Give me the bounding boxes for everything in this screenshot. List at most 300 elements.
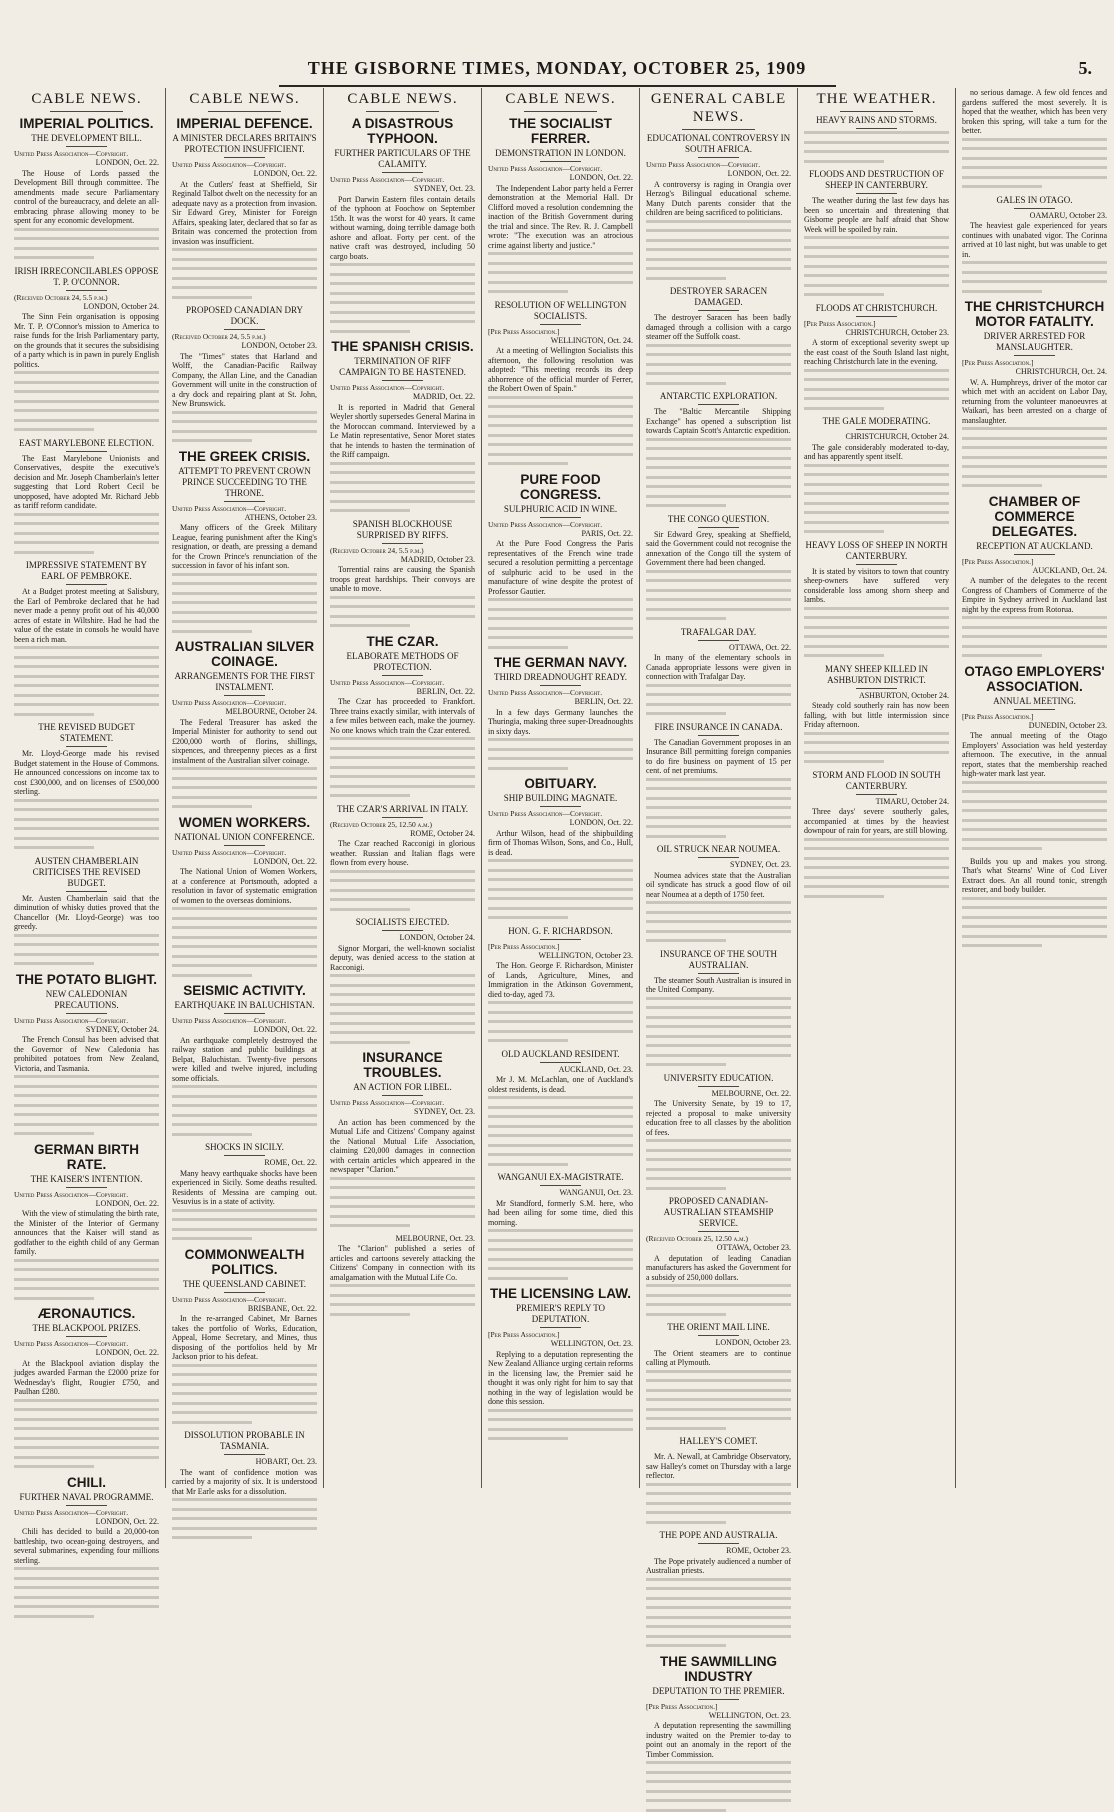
- article-subheading: THE CONGO QUESTION.: [667, 513, 770, 524]
- dateline: WELLINGTON, Oct. 23.: [708, 1710, 791, 1720]
- dateline: WELLINGTON, Oct. 24.: [550, 335, 633, 345]
- separator-dash: [382, 172, 423, 173]
- article-body: Sir Edward Grey, speaking at Sheffield, said the Government could not recognise the annexation of the Congo till the system of Government there had been changed.: [646, 529, 791, 567]
- column-heading: CABLE NEWS.: [505, 91, 616, 107]
- column-text-continuation: [172, 1364, 317, 1424]
- article-subheading: FURTHER PARTICULARS OF THE CALAMITY.: [334, 148, 471, 169]
- article-headline: WOMEN WORKERS.: [178, 814, 311, 830]
- article-body: The "Clarion" published a series of articles and cartoons severely attacking the Citizens' Company in connection with its amalgamation with the Mutual Life Co.: [330, 1244, 475, 1282]
- separator-dash: [540, 1185, 581, 1186]
- separator-dash: [540, 806, 581, 807]
- article-body: Mr. A. Newall, at Cambridge Observatory, saw Halley's comet on Thursday with a large reflector.: [646, 1452, 791, 1480]
- article-subheading: SHOCKS IN SICILY.: [205, 1142, 284, 1152]
- separator-dash: [540, 1327, 581, 1328]
- article-body: The steamer South Australian is insured in the United Company.: [646, 975, 791, 994]
- article: [646, 949, 791, 1067]
- newspaper-title: THE GISBORNE TIMES, MONDAY, OCTOBER 25, 1909: [307, 58, 807, 78]
- article-headline: INSURANCE TROUBLES.: [362, 1050, 443, 1080]
- article-body: A storm of exceptional severity swept up the east coast of the South Island last night, reaching Christchurch late in the evening.: [804, 338, 949, 366]
- article-body: An action has been commenced by the Mutual Life and Citizens' Company against the National Mutual Life Association, claiming £20,000 damages in connection with certain articles which appeared in the newspaper "Clarion.": [330, 1117, 475, 1174]
- dateline: LONDON, Oct. 22.: [569, 173, 633, 182]
- article-subheading: TERMINATION OF RIFF CAMPAIGN TO BE HASTENED.: [339, 356, 466, 377]
- article: [14, 1306, 159, 1468]
- press-credit: [Per Press Association.]: [488, 326, 560, 336]
- article-subheading: AN ACTION FOR LIBEL.: [353, 1082, 452, 1092]
- column-heading: CABLE NEWS.: [189, 91, 300, 107]
- column-divider: [165, 88, 166, 1488]
- separator-dash: [224, 329, 265, 330]
- separator-dash: [698, 1231, 739, 1232]
- article-body: The Canadian Government proposes in an Insurance Bill permitting foreign companies to do fire business on payment of 15 per cent. of net premiums.: [646, 737, 791, 775]
- article-headline: AUSTRALIAN SILVER COINAGE.: [174, 639, 315, 669]
- column-text-continuation: [172, 767, 317, 808]
- article-subheading: MANY SHEEP KILLED IN ASHBURTON DISTRICT.: [824, 663, 929, 685]
- column-text-continuation: [646, 1139, 791, 1190]
- article-subheading: ANNUAL MEETING.: [993, 695, 1076, 706]
- article-body: The Sinn Fein organisation is opposing Mr. T. P. O'Connor's mission to America to raise funds for the Irish Parliamentary party, on the grounds that it secures the subsidising of a party which is in pawn in purely English politics.: [14, 312, 159, 369]
- dateline: LONDON, Oct. 22.: [95, 1198, 159, 1208]
- dateline: LONDON, Oct. 22.: [569, 818, 633, 827]
- dateline: PARIS, Oct. 22.: [581, 528, 633, 538]
- article-subheading: DEPUTATION TO THE PREMIER.: [652, 1685, 785, 1696]
- article: [488, 1172, 633, 1280]
- article-subheading: RESOLUTION OF WELLINGTON SOCIALISTS.: [494, 299, 627, 321]
- column-text-continuation: [14, 1567, 159, 1618]
- article-headline: IMPERIAL POLITICS.: [19, 116, 154, 131]
- separator-dash: [66, 891, 107, 892]
- column-text-continuation: [646, 1370, 791, 1430]
- article-subheading: FURTHER NAVAL PROGRAMME.: [19, 1491, 154, 1502]
- separator-dash: [856, 316, 897, 317]
- separator-dash: [66, 1505, 107, 1506]
- column-text-continuation: [488, 859, 633, 919]
- press-credit: United Press Association—Copyright.: [330, 383, 445, 392]
- article: [172, 116, 317, 299]
- article-body: A number of the delegates to the recent Congress of Chambers of Commerce of the Empire in Sydney arrived in Auckland last night by the express from Rotorua.: [962, 576, 1107, 614]
- article: [330, 917, 475, 1044]
- article: [804, 770, 949, 898]
- press-credit: (Received October 25, 12.50 a.m.): [330, 819, 432, 829]
- article-body: The heaviest gale experienced for years continues with unabated vigor. The Corinna arrived at 10 last night, but was unable to get in.: [962, 221, 1107, 259]
- article-subheading: GALES IN OTAGO.: [996, 194, 1073, 205]
- press-credit: United Press Association—Copyright.: [14, 1507, 129, 1517]
- separator-dash: [66, 746, 107, 747]
- news-column: [962, 88, 1107, 1488]
- separator-dash: [66, 1336, 107, 1337]
- press-credit: [Per Press Association.]: [488, 941, 560, 951]
- separator-dash: [698, 404, 739, 405]
- column-text-continuation: [14, 646, 159, 716]
- press-credit: (Received October 25, 12.50 a.m.): [646, 1234, 748, 1243]
- press-credit: [Per Press Association.]: [646, 1701, 718, 1711]
- separator-dash: [224, 1155, 265, 1156]
- article: [172, 1247, 317, 1424]
- column-text-continuation: [330, 974, 475, 1044]
- article: [962, 299, 1107, 487]
- separator-dash: [540, 161, 581, 162]
- article-subheading: FLOODS AND DESTRUCTION OF SHEEP IN CANTERBURY.: [809, 169, 944, 190]
- article-body: At a meeting of Wellington Socialists this afternoon, the following resolution was adopted: "This meeting records its deep abhorrence of the official murder of Ferrer, the Robert Owen of Spain.": [488, 346, 633, 393]
- article: [14, 856, 159, 966]
- article: [962, 857, 1107, 948]
- article: [804, 303, 949, 410]
- separator-dash: [698, 1086, 739, 1087]
- article-subheading: ATTEMPT TO PREVENT CROWN PRINCE SUCCEEDING TO THE THRONE.: [178, 465, 311, 498]
- article-subheading: THE GALE MODERATING.: [822, 416, 931, 426]
- article: [804, 115, 949, 163]
- dateline: WELLINGTON, Oct. 23.: [550, 1339, 633, 1348]
- article-subheading: ELABORATE METHODS OF PROTECTION.: [346, 650, 459, 672]
- separator-dash: [698, 640, 739, 641]
- article: [962, 88, 1107, 188]
- separator-dash: [856, 794, 897, 795]
- separator-dash: [224, 695, 265, 696]
- heading-rule: [524, 111, 597, 112]
- article-subheading: FLOODS AT CHRISTCHURCH.: [815, 302, 938, 313]
- article: [488, 926, 633, 1043]
- column-text-continuation: [804, 131, 949, 163]
- article-body: Chili has decided to build a 20,000-ton battleship, two ocean-going destroyers, and several submarines, expending four millions sterling.: [14, 1527, 159, 1565]
- press-credit: United Press Association—Copyright.: [488, 519, 603, 529]
- article-headline: THE CHRISTCHURCH MOTOR FATALITY.: [964, 299, 1105, 329]
- dateline: LONDON, Oct. 22.: [95, 158, 159, 167]
- column-text-continuation: [488, 1229, 633, 1280]
- article: [330, 634, 475, 798]
- dateline: ASHBURTON, October 24.: [858, 690, 949, 700]
- article-body: no serious damage. A few old fences and gardens suffered the most severely. It is hoped that the weather, which has been very broken this spring, will take a turn for the better.: [962, 88, 1107, 135]
- article: [804, 416, 949, 533]
- page-number: 5.: [1078, 58, 1092, 78]
- column-text-continuation: [330, 1177, 475, 1228]
- column-text-continuation: [646, 778, 791, 838]
- column-text-continuation: [646, 684, 791, 716]
- dateline: SYDNEY, October 24.: [85, 1024, 159, 1034]
- article: [804, 664, 949, 764]
- article: [646, 1654, 791, 1812]
- article-body: At the Pure Food Congress the Paris representatives of the French wine trade secured a resolution permitting a percentage of sulphuric acid to be used in the manufacture of wine despite the protest of Professor Gautier.: [488, 539, 633, 596]
- article-body: Port Darwin Eastern files contain details of the typhoon at Foochow on September 15th. It was the worst for 40 years. It came without warning, doing terrible damage both ashore and afloat. Forty per cent. of the native craft was destroyed, including 50 cargo boats.: [330, 194, 475, 261]
- article: [646, 514, 791, 621]
- separator-dash: [856, 564, 897, 565]
- article-body: Torrential rains are causing the Spanish troops great hardships. Their convoys are unable to move.: [330, 565, 475, 593]
- dateline: MELBOURNE, October 24.: [225, 707, 317, 716]
- article-body: Signor Morgari, the well-known socialist deputy, was denied access to the station at Racconigi.: [330, 943, 475, 972]
- press-credit: United Press Association—Copyright.: [488, 688, 603, 697]
- article: [488, 116, 633, 293]
- article-body: The Independent Labor party held a Ferrer demonstration at the Memorial Hall. Dr Clifford moved a resolution condemning the inaction of the British Government during the trial and since. The Rev. R. J. Campbell wrote: "The execution was an atrocious crime against liberty and justice.": [488, 183, 633, 250]
- article-subheading: IMPRESSIVE STATEMENT BY EARL OF PEMBROKE.: [25, 560, 148, 581]
- separator-dash: [698, 1699, 739, 1700]
- separator-dash: [66, 451, 107, 452]
- article-body: Mr. Austen Chamberlain said that the diminution of whisky duties proved that the Chancellor (Mr. Lloyd-George) was too greedy.: [14, 893, 159, 931]
- separator-dash: [66, 584, 107, 585]
- article-body: The Hon. George F. Richardson, Minister of Lands, Agriculture, Mines, and Immigration in the Atkinson Government, died to-day, aged 73.: [488, 961, 633, 999]
- column-text-continuation: [804, 236, 949, 296]
- article-subheading: DESTROYER SARACEN DAMAGED.: [669, 286, 768, 307]
- article-body: At the Cutlers' feast at Sheffield, Sir Reginald Talbot dwelt on the necessity for an adequate navy as a protection from invasion. Sir Edward Grey, Minister for Foreign Affairs, speaking later, declared that so far as Britain was concerned the protection from invasion was insufficient.: [172, 179, 317, 246]
- press-credit: United Press Association—Copyright.: [14, 1189, 129, 1199]
- separator-dash: [698, 857, 739, 858]
- article: [330, 1234, 475, 1316]
- column-text-continuation: [488, 396, 633, 466]
- article-body: In a few days Germany launches the Thuringia, making three super-Dreadnoughts in sixty days.: [488, 707, 633, 736]
- dateline: LONDON, Oct. 22.: [95, 1348, 159, 1357]
- press-credit: United Press Association—Copyright.: [172, 1294, 287, 1304]
- article-body: The House of Lords passed the Development Bill through committee. The amendments made secure Parliamentary control of the bureaucracy, and delete an all-embracing phrase allowing money to be spent for any economic development.: [14, 168, 159, 225]
- press-credit: (Received October 24, 5.5 p.m.): [172, 332, 266, 341]
- column-text-continuation: [172, 573, 317, 633]
- dateline: LONDON, Oct. 22.: [727, 169, 791, 178]
- dateline: SYDNEY, Oct. 23.: [730, 860, 791, 869]
- article-body: The Pope privately audienced a number of Australian priests.: [646, 1556, 791, 1575]
- article-body: The Orient steamers are to continue calling at Plymouth.: [646, 1348, 791, 1367]
- article-body: A deputation of leading Canadian manufacturers has asked the Government for a subsidy of 250,000 dollars.: [646, 1253, 791, 1282]
- column-text-continuation: [804, 369, 949, 410]
- article-headline: PURE FOOD CONGRESS.: [519, 471, 601, 502]
- column-text-continuation: [488, 598, 633, 649]
- press-credit: United Press Association—Copyright.: [646, 160, 761, 169]
- press-credit: United Press Association—Copyright.: [172, 160, 287, 169]
- article-body: The gale considerably moderated to-day, and has apparently spent itself.: [804, 442, 949, 461]
- column-text-continuation: [804, 732, 949, 764]
- article-subheading: DISSOLUTION PROBABLE IN TASMANIA.: [184, 1430, 305, 1451]
- separator-dash: [856, 128, 897, 129]
- column-text-continuation: [14, 228, 159, 260]
- column-text-continuation: [488, 1001, 633, 1042]
- separator-dash: [1014, 208, 1055, 209]
- separator-dash: [540, 1062, 581, 1063]
- article: [646, 1322, 791, 1430]
- separator-dash: [224, 501, 265, 502]
- column-text-continuation: [646, 570, 791, 621]
- column-text-continuation: [646, 1284, 791, 1316]
- article: [172, 1430, 317, 1539]
- article: [14, 438, 159, 554]
- press-credit: United Press Association—Copyright.: [330, 175, 445, 184]
- dateline: BRISBANE, Oct. 22.: [247, 1303, 317, 1313]
- dateline: ATHENS, October 23.: [244, 512, 317, 522]
- article-body: The Czar has proceeded to Frankfort. Three trains exactly similar, with intervals of a few miles between each, make the journey. No one knows which train the Czar entered.: [330, 697, 475, 735]
- separator-dash: [540, 685, 581, 686]
- press-credit: (Received October 24, 5.5 p.m.): [14, 292, 108, 302]
- article-body: Replying to a deputation representing the New Zealand Alliance urging certain reforms in the licensing law, the Premier said he thought it was only right for him to say that nothing in the way of legislation would be done this session.: [488, 1349, 633, 1406]
- column-text-continuation: [330, 596, 475, 628]
- article: [330, 519, 475, 628]
- article: [488, 1049, 633, 1166]
- article-subheading: DEMONSTRATION IN LONDON.: [495, 148, 626, 158]
- article-subheading: UNIVERSITY EDUCATION.: [663, 1072, 774, 1083]
- separator-dash: [698, 310, 739, 311]
- separator-dash: [66, 1013, 107, 1014]
- article-subheading: SULPHURIC ACID IN WINE.: [503, 503, 618, 514]
- column-text-continuation: [646, 344, 791, 385]
- dateline: BERLIN, Oct. 22.: [574, 697, 633, 706]
- article: [962, 494, 1107, 658]
- article: [14, 116, 159, 259]
- dateline: WANGANUI, Oct. 23.: [559, 1188, 633, 1197]
- article-headline: A DISASTROUS TYPHOON.: [351, 116, 454, 146]
- article-subheading: THE POPE AND AUSTRALIA.: [659, 1530, 778, 1540]
- article-headline: THE GREEK CRISIS.: [178, 448, 311, 464]
- column-text-continuation: [172, 907, 317, 977]
- article-headline: THE CZAR.: [366, 633, 439, 649]
- article: [172, 639, 317, 808]
- column-text-continuation: [172, 1498, 317, 1539]
- article-headline: THE GERMAN NAVY.: [493, 655, 628, 670]
- column-text-continuation: [330, 1284, 475, 1316]
- separator-dash: [698, 157, 739, 158]
- separator-dash: [382, 930, 423, 931]
- column-text-continuation: [646, 220, 791, 280]
- dateline: LONDON, October 23.: [241, 341, 317, 350]
- column-heading: GENERAL CABLE NEWS.: [650, 91, 787, 125]
- article-subheading: NEW CALEDONIAN PRECAUTIONS.: [45, 988, 128, 1010]
- press-credit: [Per Press Association.]: [962, 358, 1034, 367]
- article-subheading: WANGANUI EX-MAGISTRATE.: [497, 1172, 624, 1182]
- article-subheading: A MINISTER DECLARES BRITAIN'S PROTECTION INSUFFICIENT.: [172, 133, 317, 154]
- press-credit: [Per Press Association.]: [962, 556, 1034, 566]
- column-text-continuation: [488, 1409, 633, 1441]
- article-body: It is stated by visitors to town that country sheep-owners have suffered very considerable loss among shorn sheep and lambs.: [804, 566, 949, 604]
- dateline: LONDON, October 24.: [83, 301, 159, 311]
- separator-dash: [698, 1543, 739, 1544]
- column-text-continuation: [804, 838, 949, 898]
- column-heading: CABLE NEWS.: [347, 91, 458, 107]
- column-text-continuation: [14, 1259, 159, 1300]
- separator-dash: [66, 1187, 107, 1188]
- article: [14, 560, 159, 716]
- dateline: OTTAWA, October 23.: [716, 1243, 791, 1252]
- column-text-continuation: [172, 248, 317, 299]
- article-subheading: HEAVY RAINS AND STORMS.: [816, 115, 937, 125]
- article-body: Mr Standford, formerly S.M. here, who had been ailing for some time, died this morning.: [488, 1198, 633, 1227]
- separator-dash: [382, 380, 423, 381]
- news-column: [804, 88, 949, 1488]
- article: [488, 655, 633, 770]
- dateline: LONDON, October 24.: [399, 933, 475, 942]
- article: [488, 1286, 633, 1440]
- columns-container: [14, 88, 1107, 1759]
- article: [14, 1475, 159, 1618]
- column-text-continuation: [646, 1578, 791, 1648]
- news-column: [14, 88, 159, 1565]
- article-body: A controversy is raging in Orangia over Herzog's Bilingual educational scheme. Many Dutch parents consider that the children are being sacrificed to politicians.: [646, 179, 791, 217]
- article: [646, 1436, 791, 1524]
- column-text-continuation: [962, 781, 1107, 851]
- masthead: [0, 0, 1114, 86]
- dateline: CHRISTCHURCH, October 24.: [845, 432, 949, 441]
- article: [804, 169, 949, 296]
- column-text-continuation: [14, 1075, 159, 1135]
- separator-dash: [698, 527, 739, 528]
- article-body: In many of the elementary schools in Canada appropriate lessons were given in connection with Trafalgar Day.: [646, 653, 791, 681]
- separator-dash: [382, 543, 423, 544]
- column-divider: [639, 88, 640, 1488]
- article-body: In the re-arranged Cabinet, Mr Barnes takes the portfolio of Works, Education, Appeal, Home Secretary, and Mines, thus disposing of the portfolios held by Mr Jackson prior to his defeat.: [172, 1314, 317, 1361]
- article-subheading: DRIVER ARRESTED FOR MANSLAUGHTER.: [983, 331, 1086, 352]
- article: [646, 844, 791, 942]
- dateline: AUCKLAND, Oct. 23.: [558, 1064, 633, 1074]
- article: [646, 1196, 791, 1316]
- article-body: The East Marylebone Unionists and Conservatives, despite the executive's decision and Mr. Joseph Chamberlain's letter suggesting that Lord Robert Cecil be unopposed, have adopted Mr. Richard Jebb as tariff reform candidate.: [14, 453, 159, 510]
- article-subheading: THE BLACKPOOL PRIZES.: [32, 1323, 141, 1333]
- column-text-continuation: [14, 513, 159, 554]
- article-subheading: PREMIER'S REPLY TO DEPUTATION.: [515, 1303, 606, 1324]
- article-subheading: THE KAISER'S INTENTION.: [30, 1173, 143, 1184]
- separator-dash: [382, 675, 423, 676]
- article-headline: OBITUARY.: [524, 776, 597, 791]
- article-body: At a Budget protest meeting at Salisbury, the Earl of Pembroke declared that he had never made a penny profit out of his 40,000 acres of estate in Wiltshire. Had he had the value of the estate in consols he would have been a rich man.: [14, 587, 159, 644]
- column-text-continuation: [330, 263, 475, 333]
- article-subheading: SHIP BUILDING MAGNATE.: [503, 793, 618, 803]
- dateline: ROME, Oct. 22.: [264, 1158, 317, 1167]
- press-credit: United Press Association—Copyright.: [14, 149, 129, 158]
- article-subheading: PROPOSED CANADIAN-AUSTRALIAN STEAMSHIP SERVICE.: [663, 1196, 774, 1228]
- press-credit: United Press Association—Copyright.: [330, 677, 445, 687]
- separator-dash: [698, 973, 739, 974]
- article-subheading: HEAVY LOSS OF SHEEP IN NORTH CANTERBURY.: [805, 539, 948, 561]
- article-headline: GERMAN BIRTH RATE.: [34, 1141, 139, 1172]
- article-body: It is reported in Madrid that General Weyler shortly supersedes General Marina in the Moroccan command. Interviewed by a Le Matin representative, Senor Moret states that he intends to hasten the termination of the Riff campaign.: [330, 402, 475, 459]
- separator-dash: [224, 845, 265, 846]
- column-text-continuation: [646, 438, 791, 508]
- article-headline: THE POTATO BLIGHT.: [16, 971, 157, 987]
- press-credit: [Per Press Association.]: [962, 711, 1034, 721]
- press-credit: [Per Press Association.]: [804, 318, 876, 328]
- article: [646, 286, 791, 385]
- press-credit: United Press Association—Copyright.: [14, 1339, 129, 1348]
- article-subheading: EAST MARYLEBONE ELECTION.: [18, 437, 155, 448]
- press-credit: United Press Association—Copyright.: [488, 164, 603, 173]
- column-text-continuation: [14, 934, 159, 966]
- column-text-continuation: [330, 462, 475, 513]
- press-credit: United Press Association—Copyright.: [172, 1016, 287, 1025]
- article: [488, 472, 633, 649]
- column-divider: [481, 88, 482, 1488]
- column-text-continuation: [646, 1761, 791, 1812]
- heading-rule: [682, 129, 755, 130]
- column-text-continuation: [962, 138, 1107, 189]
- column-text-continuation: [14, 799, 159, 850]
- column-text-continuation: [962, 261, 1107, 293]
- separator-dash: [1014, 355, 1055, 356]
- article-subheading: EARTHQUAKE IN BALUCHISTAN.: [174, 1000, 315, 1010]
- article: [646, 133, 791, 280]
- press-credit: [Per Press Association.]: [488, 1330, 560, 1339]
- dateline: MELBOURNE, Oct. 22.: [711, 1088, 791, 1098]
- heading-rule: [366, 111, 439, 112]
- news-column: [646, 88, 791, 1759]
- heading-rule: [50, 111, 123, 112]
- heading-rule: [208, 111, 281, 112]
- masthead-rule: [279, 85, 836, 87]
- separator-dash: [698, 1335, 739, 1336]
- column-text-continuation: [14, 371, 159, 431]
- column-text-continuation: [646, 901, 791, 942]
- dateline: MADRID, Oct. 22.: [413, 392, 475, 401]
- article-subheading: NATIONAL UNION CONFERENCE.: [174, 831, 315, 842]
- article-subheading: AUSTEN CHAMBERLAIN CRITICISES THE REVISED BUDGET.: [32, 855, 141, 888]
- dateline: ROME, October 23.: [726, 1546, 791, 1555]
- dateline: LONDON, Oct. 22.: [253, 1025, 317, 1034]
- article-subheading: PROPOSED CANADIAN DRY DOCK.: [185, 305, 304, 326]
- dateline: LONDON, Oct. 22.: [253, 169, 317, 178]
- article-headline: THE SOCIALIST FERRER.: [509, 116, 612, 146]
- separator-dash: [698, 735, 739, 736]
- article-subheading: RECEPTION AT AUCKLAND.: [976, 540, 1093, 551]
- article: [172, 1142, 317, 1240]
- article-body: Many heavy earthquake shocks have been experienced in Sicily. Some deaths resulted. Residents of Messina are camping out. Vesuvius is in a state of activity.: [172, 1168, 317, 1206]
